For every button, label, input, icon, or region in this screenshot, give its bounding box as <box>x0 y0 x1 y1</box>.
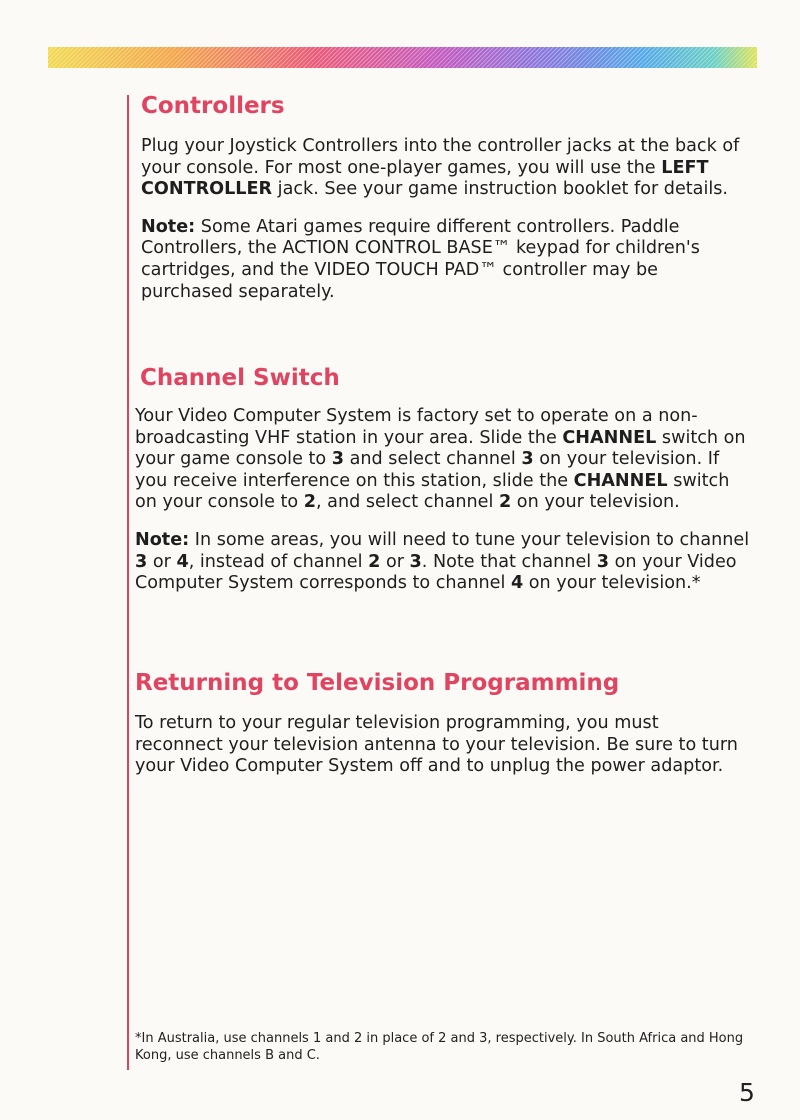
note-paragraph: Note: In some areas, you will need to tune your television to channel 3 or 4, instead of channel 2 or 3. Note that channel 3 on your Video Computer System corresponds to channel 4 on your television.* <box>135 529 750 594</box>
bold-term: CHANNEL <box>562 427 657 448</box>
bold-term: 2 <box>368 551 381 572</box>
section-body <box>135 406 755 595</box>
paragraph: Plug your Joystick Controllers into the controller jacks at the back of your console. For most one-player games, you will use the LEFT CONTROLLER jack. See your game instruction booklet for details. <box>141 136 740 200</box>
note-paragraph: Note: Some Atari games require different controllers. Paddle Controllers, the ACTION CONTROL BASE™ keypad for children's cartridges, and the VIDEO TOUCH PAD™ controller may be purchased separately. <box>141 216 700 302</box>
bold-term: 4 <box>510 573 524 594</box>
section-heading: Returning to Television Programming <box>135 670 620 696</box>
footnote: *In Australia, use channels 1 and 2 in place of 2 and 3, respectively. In South Africa and Hong Kong, use channels B and C. <box>135 1031 744 1063</box>
bold-term: Note: <box>141 216 196 237</box>
paragraph: To return to your regular television programming, you must reconnect your television antenna to your television. Be sure to turn your Video Computer System off and to unplug the power adaptor. <box>135 713 738 777</box>
bold-term: Note: <box>135 529 190 550</box>
section-heading: Controllers <box>141 93 285 119</box>
bold-term: 3 <box>409 551 422 572</box>
bold-term: 2 <box>498 492 512 513</box>
bold-term: LEFT CONTROLLER <box>141 157 709 200</box>
bold-term: 3 <box>596 551 610 572</box>
rainbow-stripe-banner <box>48 47 757 68</box>
bold-term: 3 <box>331 449 344 470</box>
margin-rule <box>127 95 129 1070</box>
bold-term: 2 <box>303 492 316 513</box>
paragraph: Your Video Computer System is factory set to operate on a non-broadcasting VHF station in your area. Slide the CHANNEL switch on your game console to 3 and select channel 3 on your television. If you receive interference on this station, slide the CHANNEL switch on your console to 2, and select channel 2 on your television. <box>135 406 746 513</box>
page-number: 5 <box>739 1078 755 1107</box>
section-body <box>141 136 751 303</box>
bold-term: 3 <box>135 551 148 572</box>
section-heading: Channel Switch <box>140 365 340 391</box>
section-body <box>135 713 745 778</box>
bold-term: 3 <box>521 449 534 470</box>
bold-term: 4 <box>176 551 189 572</box>
bold-term: CHANNEL <box>573 470 668 491</box>
